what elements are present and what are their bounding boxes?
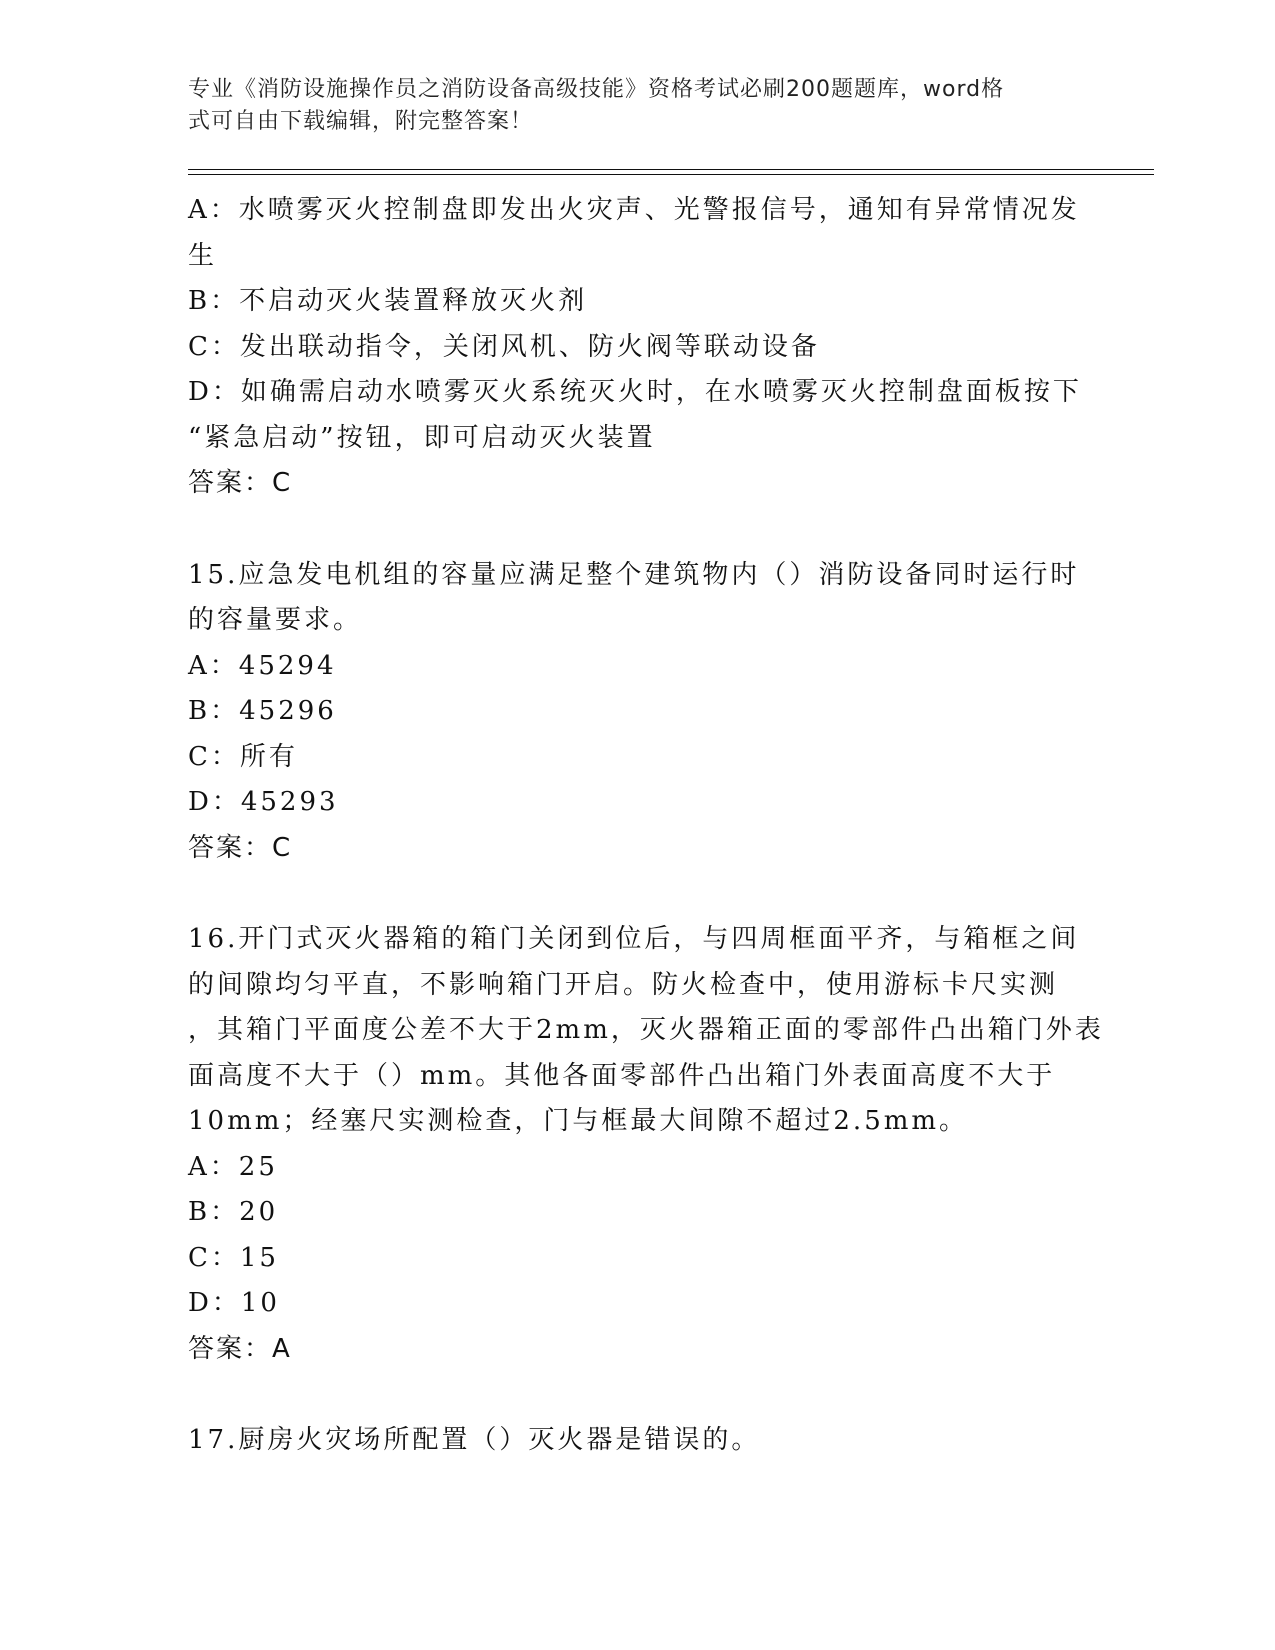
question-stem-line-5: 10mm；经塞尺实测检查，门与框最大间隙不超过2.5mm。 (188, 1106, 969, 1136)
spacer (188, 507, 1088, 553)
header-line-1: 专业《消防设施操作员之消防设备高级技能》资格考试必刷200题题库，word格 (188, 77, 1005, 102)
option-d: D：10 (188, 1288, 280, 1318)
header-line-2: 式可自由下载编辑，附完整答案！ (188, 109, 534, 134)
option-b: B：45296 (188, 696, 337, 726)
question-16 (188, 917, 1104, 1372)
question-stem-line-1: 16.开门式灭火器箱的箱门关闭到位后，与四周框面平齐，与箱框之间 (188, 924, 1080, 954)
question-stem-line-3: ，其箱门平面度公差不大于2mm，灭火器箱正面的零部件凸出箱门外表 (188, 1015, 1104, 1045)
question-14-options (188, 188, 1088, 507)
document-header (188, 74, 1078, 138)
option-c: C：发出联动指令，关闭风机、防火阀等联动设备 (188, 331, 820, 362)
option-d-line-2: “紧急启动”按钮，即可启动灭火装置 (188, 422, 656, 453)
answer: 答案：C (188, 468, 293, 498)
spacer (188, 1372, 1088, 1418)
question-stem-line-1: 17.厨房火灾场所配置（）灭火器是错误的。 (188, 1425, 761, 1455)
question-stem-line-4: 面高度不大于（）mm。其他各面零部件凸出箱门外表面高度不大于 (188, 1060, 1056, 1091)
option-b: B：20 (188, 1197, 279, 1227)
question-stem-line-2: 的间隙均匀平直，不影响箱门开启。防火检查中，使用游标卡尺实测 (188, 969, 1059, 1000)
option-b: B：不启动灭火装置释放灭火剂 (188, 286, 588, 316)
question-17 (188, 1418, 1088, 1464)
option-d-line-1: D：如确需启动水喷雾灭火系统灭火时，在水喷雾灭火控制盘面板按下 (188, 377, 1082, 407)
question-stem-line-1: 15.应急发电机组的容量应满足整个建筑物内（）消防设备同时运行时 (188, 559, 1080, 590)
header-rule-bottom (188, 174, 1154, 175)
option-a: A：25 (188, 1151, 278, 1182)
option-c: C：15 (188, 1242, 279, 1273)
question-15 (188, 553, 1088, 872)
document-body (188, 188, 1104, 1464)
option-a-line-2: 生 (188, 240, 218, 271)
header-rule-top (188, 169, 1154, 170)
question-stem-line-2: 的容量要求。 (188, 605, 363, 635)
answer: 答案：A (188, 1333, 292, 1364)
answer: 答案：C (188, 832, 293, 863)
spacer (188, 871, 1088, 917)
option-d: D：45293 (188, 787, 339, 817)
option-c: C：所有 (188, 741, 298, 772)
option-a: A：45294 (188, 650, 337, 681)
option-a-line-1: A：水喷雾灭火控制盘即发出火灾声、光警报信号，通知有异常情况发 (188, 195, 1080, 225)
